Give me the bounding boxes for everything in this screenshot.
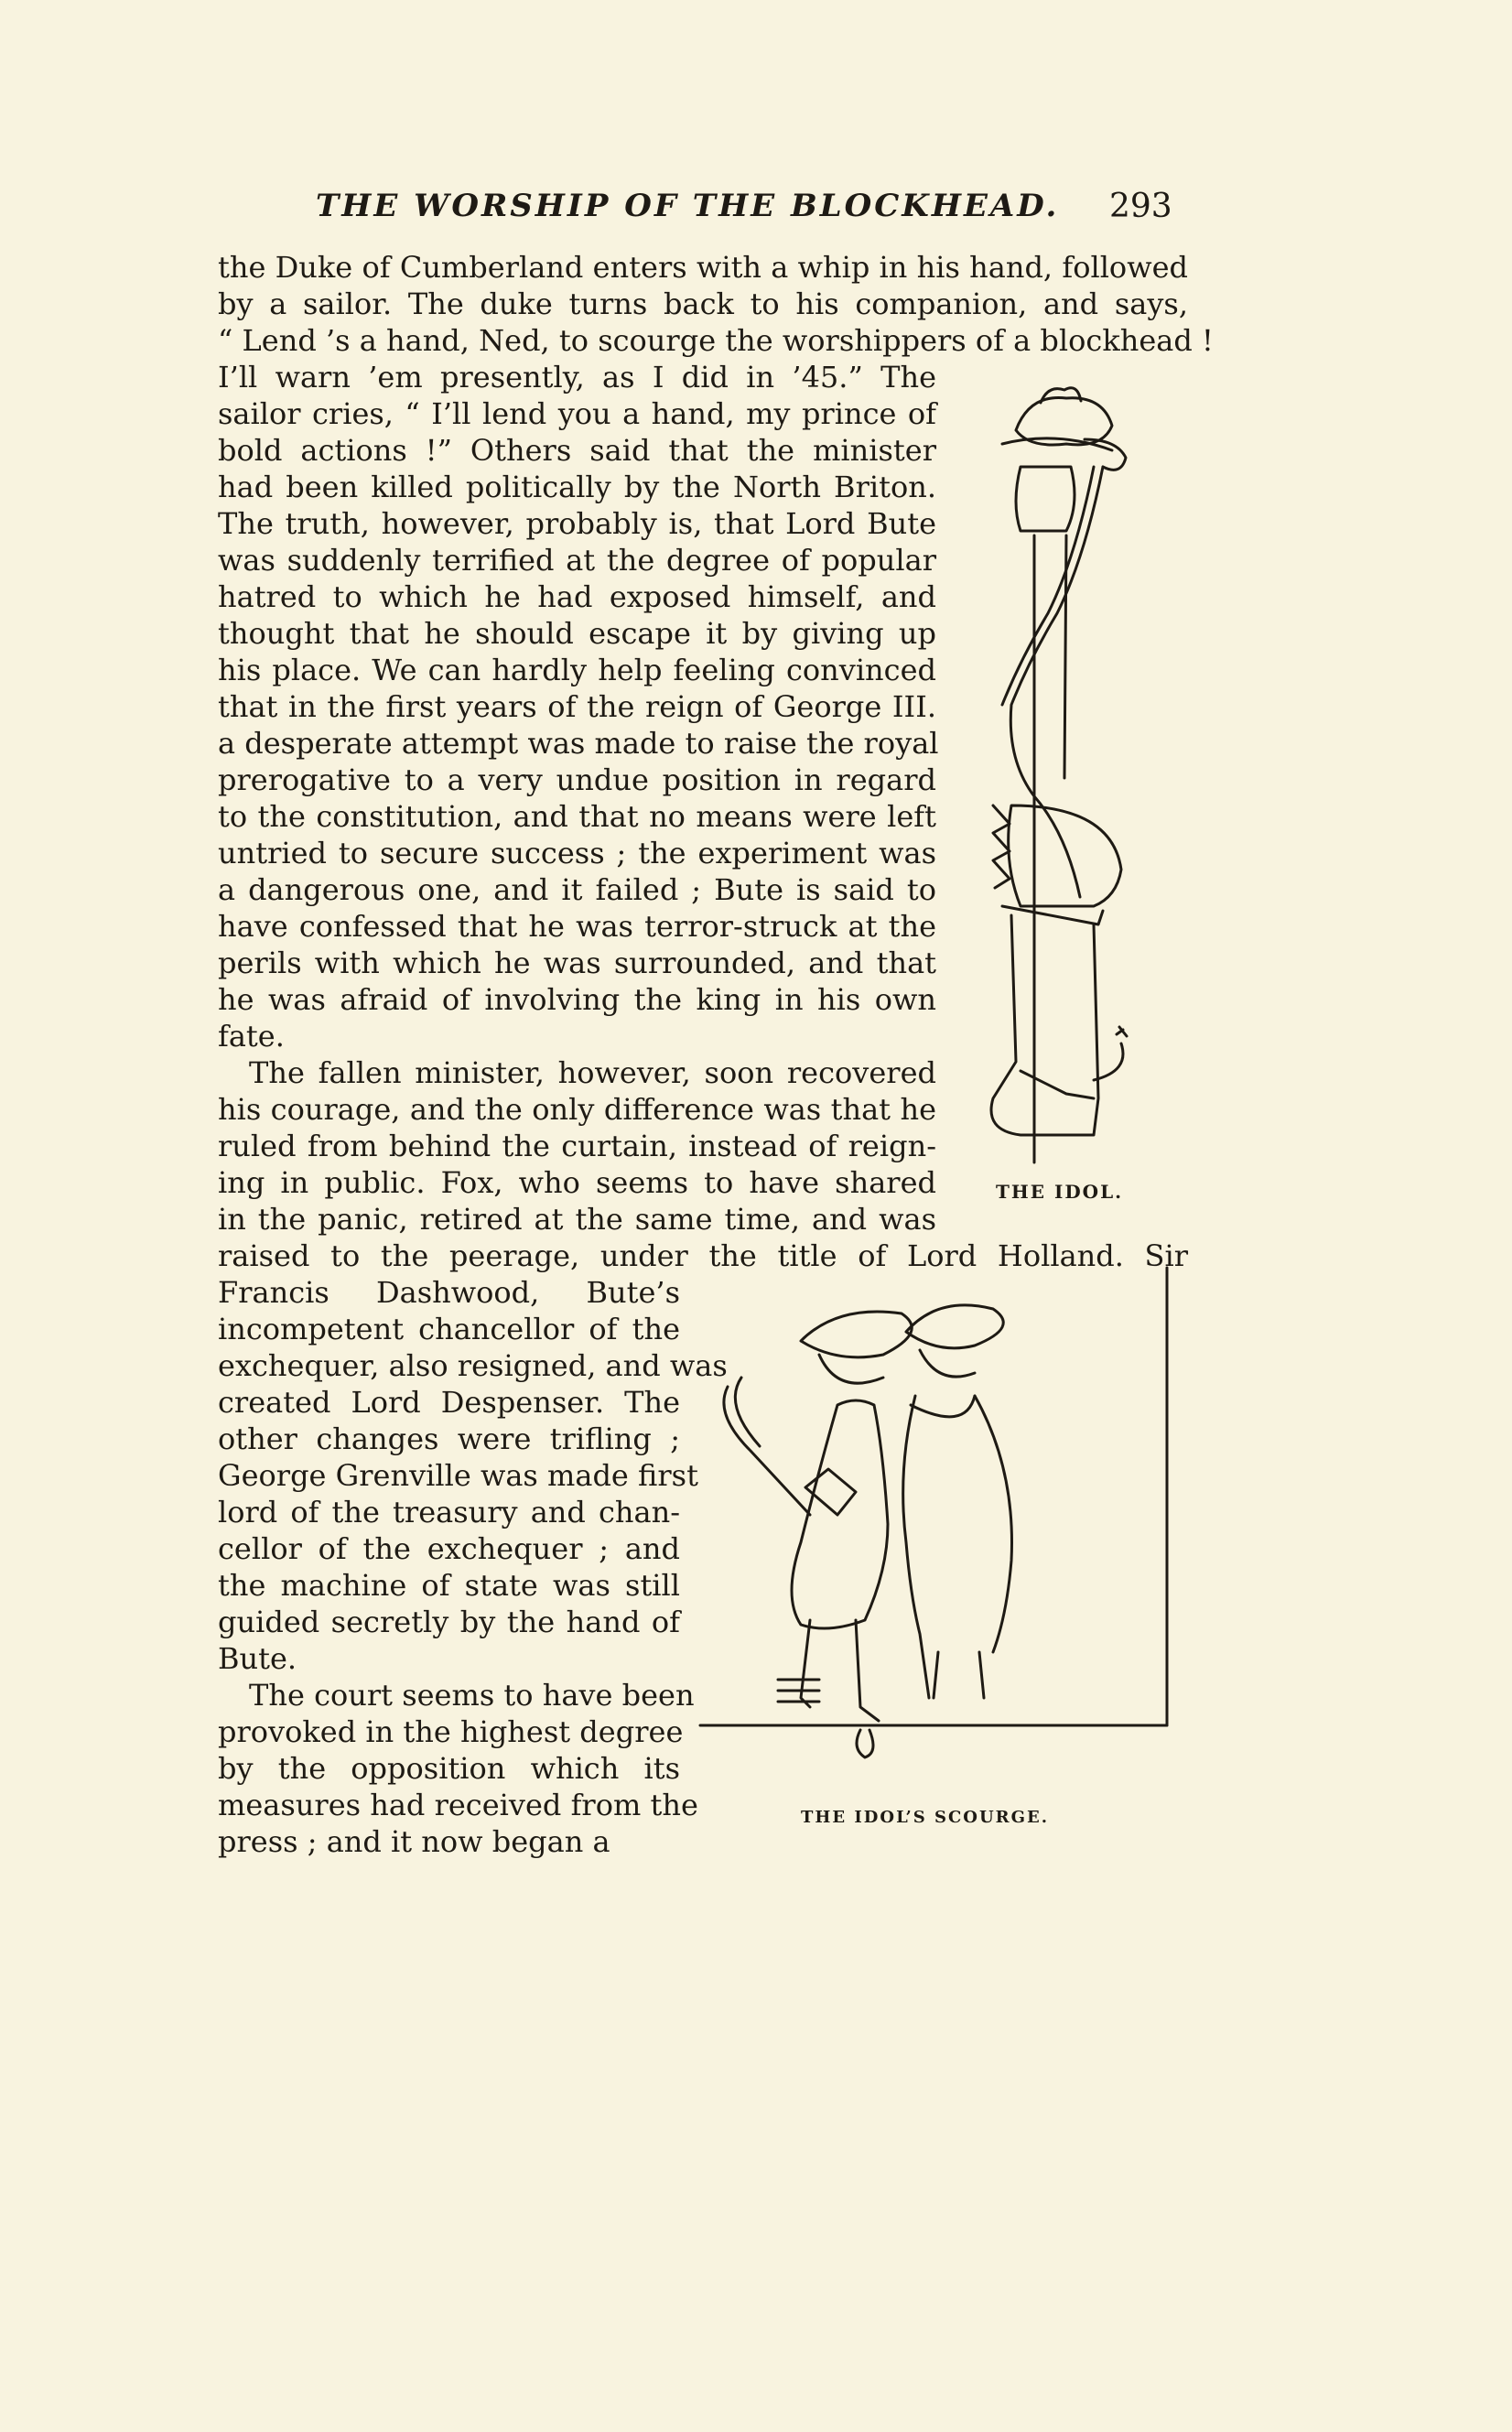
idols-scourge-illustration — [700, 1268, 1176, 1789]
text-line: the Duke of Cumberland enters with a whip in his hand, followed — [218, 250, 1188, 285]
text-line: his courage, and the only difference was that he — [218, 1092, 936, 1127]
idol-caption: THE IDOL. — [996, 1181, 1124, 1203]
text-line: untried to secure success ; the experiment was — [218, 836, 936, 870]
text-line: raised to the peerage, under the title of Lord Holland. Sir — [218, 1238, 1188, 1273]
text-line: a dangerous one, and it failed ; Bute is said to — [218, 872, 936, 907]
text-line: his place. We can hardly help feeling convinced — [218, 653, 936, 687]
text-line: lord of the treasury and chan- — [218, 1495, 680, 1529]
text-line: exchequer, also resigned, and was — [218, 1348, 728, 1383]
text-line: incompetent chancellor of the — [218, 1312, 680, 1346]
text-line: ing in public. Fox, who seems to have shared — [218, 1165, 936, 1200]
text-line: provoked in the highest degree — [218, 1714, 684, 1749]
text-line: had been killed politically by the North Briton. — [218, 470, 936, 504]
text-line: bold actions !” Others said that the minister — [218, 433, 936, 468]
text-line: thought that he should escape it by giving up — [218, 616, 936, 651]
text-line: in the panic, retired at the same time, and was — [218, 1202, 936, 1237]
text-line: Bute. — [218, 1641, 297, 1676]
text-line: other changes were trifling ; — [218, 1421, 680, 1456]
text-line: Francis Dashwood, Bute’s — [218, 1275, 680, 1310]
running-header: THE WORSHIP OF THE BLOCKHEAD. — [316, 188, 1060, 224]
text-line: by a sailor. The duke turns back to his companion, and says, — [218, 286, 1188, 321]
text-line: The fallen minister, however, soon recovered — [249, 1055, 936, 1090]
text-line: The truth, however, probably is, that Lord Bute — [218, 506, 936, 541]
text-line: cellor of the exchequer ; and — [218, 1531, 680, 1566]
text-line: was suddenly terrified at the degree of popular — [218, 543, 936, 578]
text-line: perils with which he was surrounded, and that — [218, 946, 936, 980]
text-line: by the opposition which its — [218, 1751, 680, 1786]
text-line: prerogative to a very undue position in regard — [218, 762, 936, 797]
text-line: to the constitution, and that no means were left — [218, 799, 936, 834]
text-line: I’ll warn ’em presently, as I did in ’45.” The — [218, 360, 936, 395]
idol-illustration — [966, 375, 1149, 1162]
text-line: that in the first years of the reign of George III. — [218, 689, 936, 724]
text-line: measures had received from the — [218, 1788, 698, 1822]
text-line: press ; and it now began a — [218, 1824, 610, 1859]
text-line: a desperate attempt was made to raise the royal — [218, 726, 939, 761]
text-line: he was afraid of involving the king in his own — [218, 982, 936, 1017]
text-line: created Lord Despenser. The — [218, 1385, 680, 1420]
text-line: sailor cries, “ I’ll lend you a hand, my prince of — [218, 396, 936, 431]
text-line: “ Lend ’s a hand, Ned, to scourge the worshippers of a blockhead ! — [218, 323, 1214, 358]
scourge-caption: THE IDOL’S SCOURGE. — [801, 1808, 1049, 1827]
text-line: fate. — [218, 1019, 285, 1054]
text-line: George Grenville was made first — [218, 1458, 698, 1493]
text-line: The court seems to have been — [249, 1678, 695, 1713]
text-line: guided secretly by the hand of — [218, 1605, 680, 1639]
text-line: ruled from behind the curtain, instead of reign- — [218, 1129, 936, 1163]
text-line: the machine of state was still — [218, 1568, 680, 1603]
page-number: 293 — [1109, 188, 1172, 225]
text-line: hatred to which he had exposed himself, and — [218, 579, 936, 614]
text-line: have confessed that he was terror-struck at the — [218, 909, 936, 944]
